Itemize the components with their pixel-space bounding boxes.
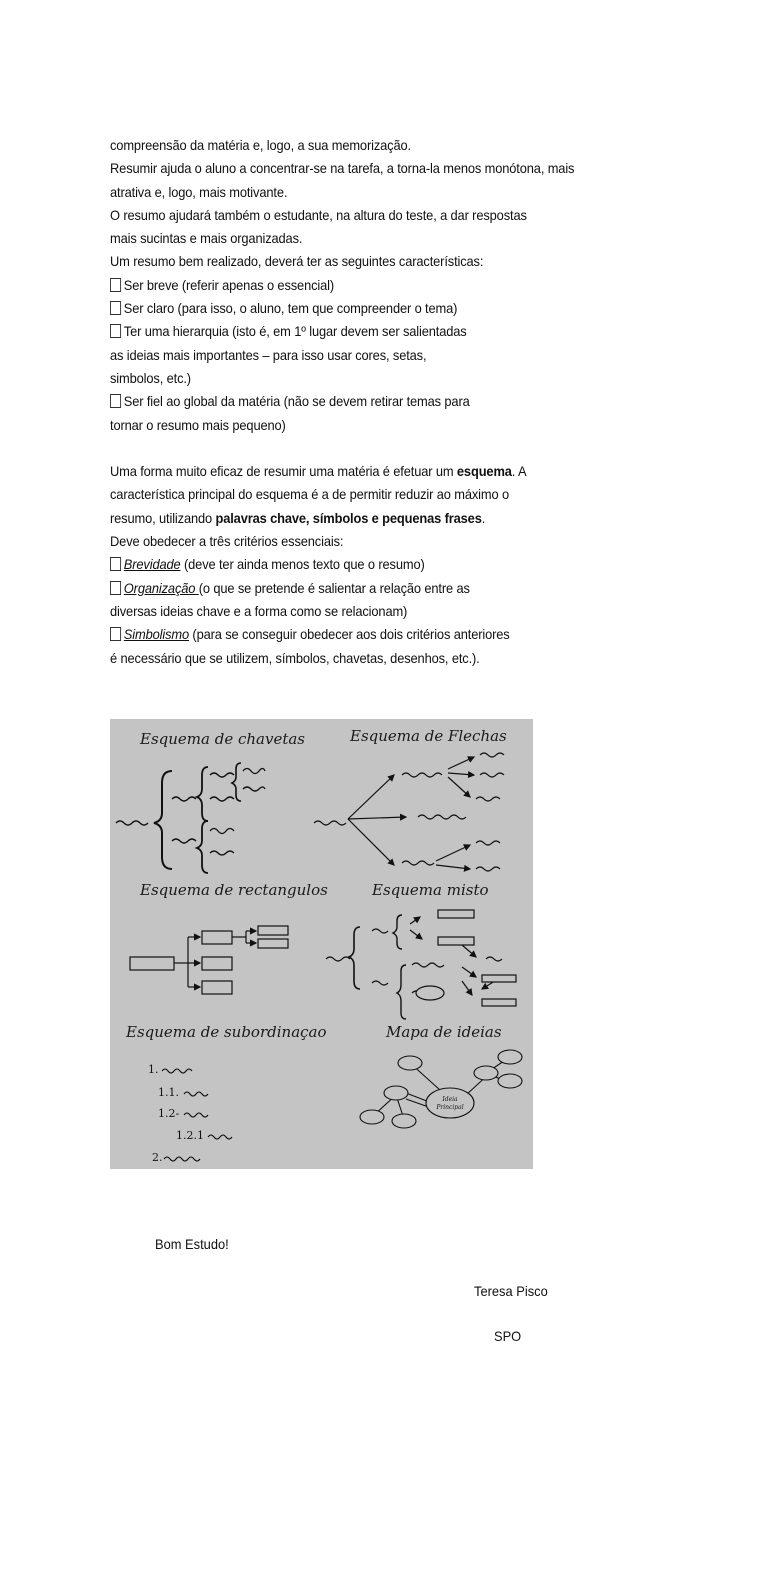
text-line: Um resumo bem realizado, deverá ter as seguintes características: xyxy=(110,253,484,270)
criterion-term: Brevidade xyxy=(123,556,181,573)
misto-diagram xyxy=(326,910,516,1019)
text-line: diversas ideias chave e a forma como se relacionam) xyxy=(110,602,408,619)
author-name: Teresa Pisco xyxy=(474,1283,548,1299)
text-span: . A xyxy=(511,463,527,480)
schema-illustration xyxy=(110,719,533,1169)
title-misto: Esquema misto xyxy=(372,881,489,899)
criterion-term: Simbolismo xyxy=(123,626,189,643)
criterion-term: Organização xyxy=(123,579,199,596)
text-line: mais sucintas e mais organizadas. xyxy=(110,230,303,247)
checkbox-glyph-icon xyxy=(110,301,121,315)
signoff-text: Bom Estudo! xyxy=(155,1236,229,1252)
text-span: (o que se pretende é salientar a relação entre as xyxy=(198,579,470,596)
checkbox-glyph-icon xyxy=(110,557,121,571)
paragraph-gap xyxy=(110,437,708,460)
text-line: O resumo ajudará também o estudante, na altura do teste, a dar respostas xyxy=(110,206,527,223)
list-item xyxy=(110,577,708,600)
bold-term: palavras chave, símbolos e pequenas frases xyxy=(215,509,482,526)
text-line: compreensão da matéria e, logo, a sua memorização. xyxy=(110,137,411,153)
text-span: (para se conseguir obedecer aos dois critérios anteriores xyxy=(188,626,510,643)
text-line: atrativa e, logo, mais motivante. xyxy=(110,183,288,200)
checkbox-glyph-icon xyxy=(110,324,121,338)
checkbox-glyph-icon xyxy=(110,278,121,292)
text-line: característica principal do esquema é a de permitir reduzir ao máximo o xyxy=(110,486,509,503)
bold-term: esquema xyxy=(456,463,512,480)
list-item-text: Ser breve (referir apenas o essencial) xyxy=(123,276,335,293)
title-mapa: Mapa de ideias xyxy=(386,1023,502,1041)
list-item xyxy=(110,390,708,413)
text-span: (deve ter ainda menos texto que o resumo) xyxy=(180,556,425,573)
rectangulos-diagram xyxy=(130,926,288,994)
list-item xyxy=(110,623,708,646)
list-item xyxy=(110,297,708,320)
checkbox-glyph-icon xyxy=(110,627,121,641)
text-span: resumo, utilizando xyxy=(110,509,216,526)
flechas-diagram xyxy=(314,753,504,871)
text-span: Uma forma muito eficaz de resumir uma matéria é efetuar um xyxy=(110,463,457,480)
list-item-text: Ter uma hierarquia (isto é, em 1º lugar devem ser salientadas xyxy=(123,323,467,340)
central-idea-label-2: Principal xyxy=(436,1104,464,1111)
title-rectangulos: Esquema de rectangulos xyxy=(140,881,328,899)
text-line: Resumir ajuda o aluno a concentrar-se na tarefa, a torna-la menos monótona, mais xyxy=(110,160,575,177)
schema-types-figure xyxy=(110,719,533,1169)
text-line xyxy=(110,507,708,530)
checkbox-glyph-icon xyxy=(110,394,121,408)
title-subordinacao: Esquema de subordinaçao xyxy=(126,1023,327,1041)
subordinacao-diagram xyxy=(148,1063,232,1164)
sub-level-1-2: 1.2- xyxy=(158,1107,180,1120)
sub-level-2: 2. xyxy=(152,1151,163,1164)
title-flechas: Esquema de Flechas xyxy=(350,727,507,745)
text-line: tornar o resumo mais pequeno) xyxy=(110,416,286,433)
list-item xyxy=(110,320,708,343)
text-line: simbolos, etc.) xyxy=(110,369,191,386)
list-item xyxy=(110,553,708,576)
text-span: . xyxy=(481,509,486,526)
text-line: Deve obedecer a três critérios essenciais: xyxy=(110,533,344,550)
text-line xyxy=(110,460,708,483)
body-text xyxy=(110,134,708,670)
chavetas-diagram xyxy=(116,763,265,873)
sub-level-1-2-1: 1.2.1 xyxy=(176,1129,204,1142)
text-line: as ideias mais importantes – para isso usar cores, setas, xyxy=(110,346,427,363)
sub-level-1: 1. xyxy=(148,1063,159,1076)
mapa-ideias-diagram xyxy=(360,1050,522,1128)
department-name: SPO xyxy=(494,1328,522,1344)
central-idea-label-1: Ideia xyxy=(442,1096,458,1103)
list-item-text: Ser fiel ao global da matéria (não se devem retirar temas para xyxy=(123,393,470,410)
text-line: é necessário que se utilizem, símbolos, chavetas, desenhos, etc.). xyxy=(110,649,480,666)
list-item xyxy=(110,274,708,297)
list-item-text: Ser claro (para isso, o aluno, tem que compreender o tema) xyxy=(123,300,458,317)
checkbox-glyph-icon xyxy=(110,581,121,595)
sub-level-1-1: 1.1. xyxy=(158,1086,179,1099)
title-chavetas: Esquema de chavetas xyxy=(140,730,305,748)
